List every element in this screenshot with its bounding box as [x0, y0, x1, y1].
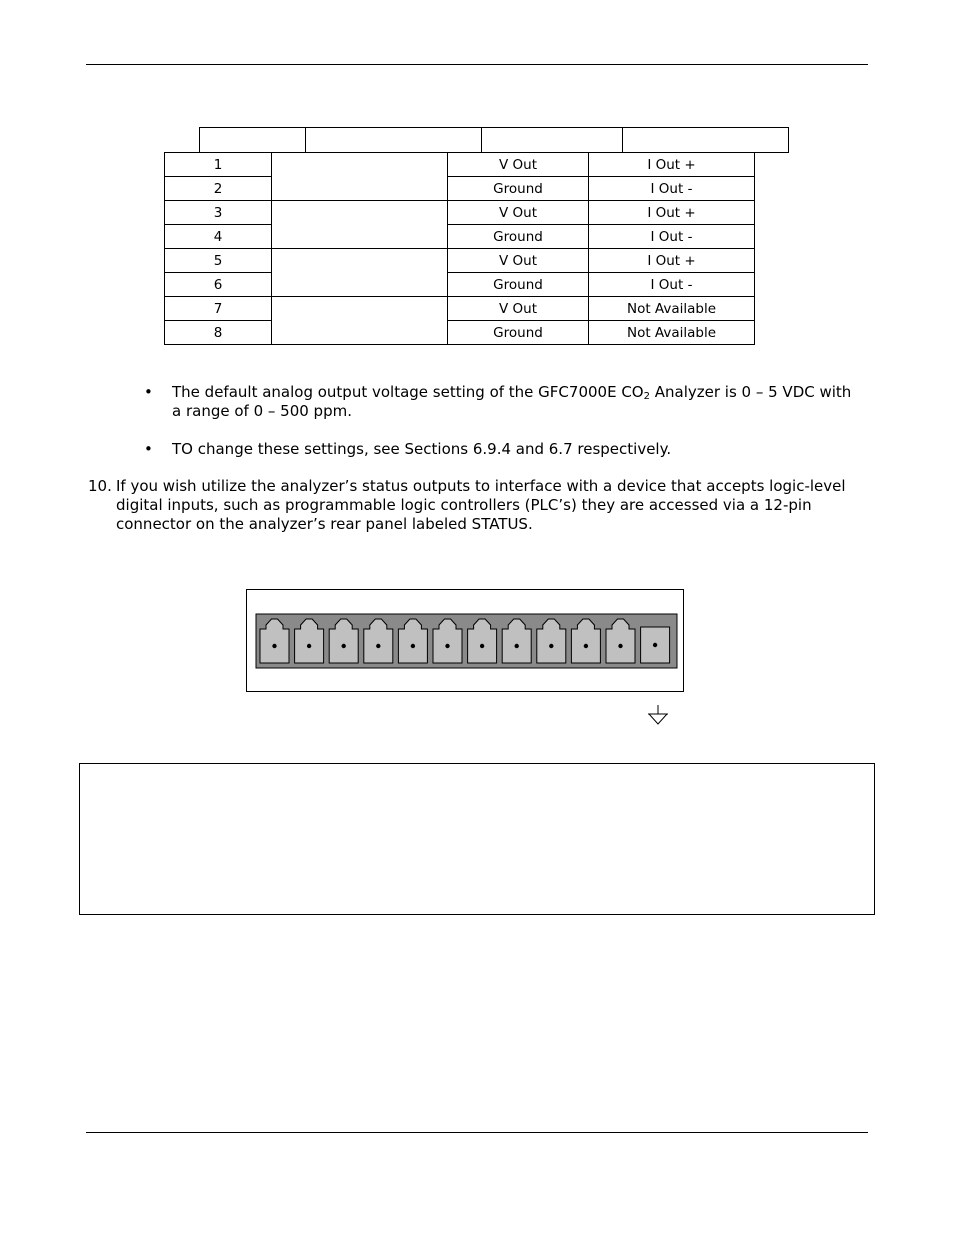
current-signal: I Out -: [589, 273, 755, 297]
voltage-signal: V Out: [448, 201, 589, 225]
voltage-signal: Ground: [448, 225, 589, 249]
current-signal: Not Available: [589, 297, 755, 321]
analog-output-pin-table: [164, 152, 755, 345]
pin-number: 4: [165, 225, 272, 249]
bullet-icon: •: [144, 383, 153, 401]
ground-icon: [646, 705, 670, 727]
current-signal: I Out -: [589, 177, 755, 201]
change-settings-bullet: TO change these settings, see Sections 6.9.4 and 6.7 respectively.: [172, 440, 672, 458]
header-cell: [482, 128, 623, 153]
table-row: [165, 321, 755, 345]
connector-pin: [641, 627, 670, 663]
current-signal: Not Available: [589, 321, 755, 345]
bullet-icon: •: [144, 440, 153, 458]
voltage-signal: V Out: [448, 297, 589, 321]
voltage-signal: Ground: [448, 273, 589, 297]
header-cell: [200, 128, 306, 153]
current-signal: I Out +: [589, 153, 755, 177]
output-group-cell: [272, 249, 448, 297]
voltage-signal: Ground: [448, 177, 589, 201]
voltage-signal: V Out: [448, 249, 589, 273]
pin-number: 7: [165, 297, 272, 321]
table-row: [165, 177, 755, 201]
table-row: [165, 201, 755, 225]
table-row: [165, 297, 755, 321]
status-connector-diagram: [246, 589, 684, 692]
subscript: 2: [643, 391, 650, 402]
header-rule: [86, 64, 868, 65]
output-group-cell: [272, 201, 448, 249]
footer-rule: [86, 1132, 868, 1133]
pin-number: 5: [165, 249, 272, 273]
header-cell: [623, 128, 789, 153]
pin-number: 8: [165, 321, 272, 345]
output-group-cell: [272, 297, 448, 345]
current-signal: I Out +: [589, 249, 755, 273]
pin-table-header: [199, 127, 789, 153]
note-box: [79, 763, 875, 915]
current-signal: I Out +: [589, 201, 755, 225]
table-row: [165, 273, 755, 297]
pin-number: 1: [165, 153, 272, 177]
voltage-signal: Ground: [448, 321, 589, 345]
pin-number: 2: [165, 177, 272, 201]
voltage-signal: V Out: [448, 153, 589, 177]
pin-number: 6: [165, 273, 272, 297]
bullet-text: The default analog output voltage setting of the GFC7000E CO: [172, 383, 644, 401]
table-row: [165, 249, 755, 273]
table-row: [165, 153, 755, 177]
output-group-cell: [272, 153, 448, 201]
default-setting-bullet: [172, 383, 862, 421]
table-row: [165, 225, 755, 249]
pin-number: 3: [165, 201, 272, 225]
bullet-text: Analyzer is 0 – 5 VDC with a range of 0 – 500 ppm.: [172, 383, 852, 420]
header-cell: [306, 128, 482, 153]
table-row: [200, 128, 789, 153]
step-text: If you wish utilize the analyzer’s status outputs to interface with a device that accepts logic-level digital inputs, such as programmable logic controllers (PLC’s) they are accessed via a 12-pin connector on the analyzer’s rear panel labeled STATUS.: [116, 477, 846, 533]
step-number: 10.: [88, 477, 112, 495]
current-signal: I Out -: [589, 225, 755, 249]
